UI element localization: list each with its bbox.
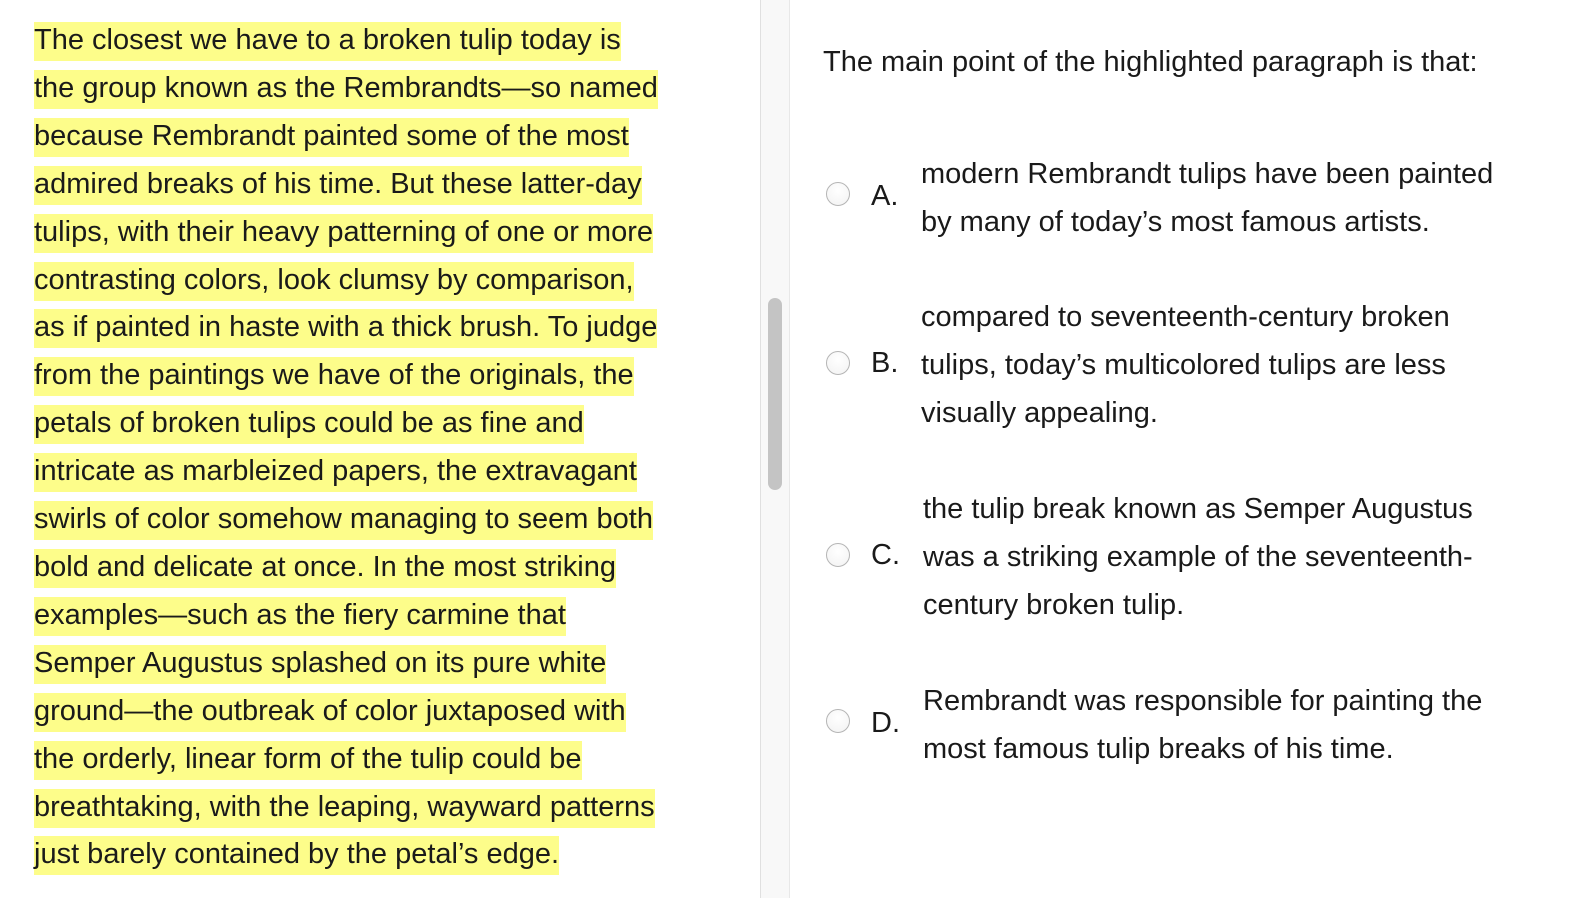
passage-line: intricate as marbleized papers, the extravagant [34,453,637,492]
option-text[interactable] [923,677,1568,773]
passage-line: admired breaks of his time. But these latter-day [34,166,642,205]
passage-line: contrasting colors, look clumsy by comparison, [34,262,634,301]
question-pane [790,0,1572,898]
option-text-line: was a striking example of the seventeenth- [923,541,1473,573]
answer-option-a[interactable] [826,150,1568,300]
radio-button-icon[interactable] [826,351,850,375]
pane-divider[interactable] [760,0,790,898]
option-text-line: visually appealing. [921,397,1158,429]
passage-line: the orderly, linear form of the tulip could be [34,741,582,780]
scrollbar-thumb[interactable] [768,298,782,490]
passage-line: tulips, with their heavy patterning of one or more [34,214,653,253]
radio-button-icon[interactable] [826,543,850,567]
answer-option-d[interactable] [826,677,1568,827]
answer-option-b[interactable] [826,293,1568,443]
passage-line: petals of broken tulips could be as fine and [34,405,584,444]
question-prompt: The main point of the highlighted paragraph is that: [823,46,1478,78]
passage-line: as if painted in haste with a thick brush. To judge [34,309,657,348]
passage-line: because Rembrandt painted some of the most [34,118,629,157]
passage-line: from the paintings we have of the originals, the [34,357,634,396]
option-text[interactable] [923,485,1568,629]
option-text-line: by many of today’s most famous artists. [921,206,1430,238]
option-text-line: most famous tulip breaks of his time. [923,733,1394,765]
passage-line: breathtaking, with the leaping, wayward patterns [34,789,655,828]
option-letter: D. [871,707,900,739]
passage-pane [0,0,760,898]
passage-line: Semper Augustus splashed on its pure white [34,645,606,684]
option-letter: A. [871,180,899,212]
option-text-line: compared to seventeenth-century broken [921,301,1450,333]
passage-line: ground—the outbreak of color juxtaposed with [34,693,626,732]
option-letter: B. [871,347,899,379]
answer-option-c[interactable] [826,485,1568,635]
option-text-line: century broken tulip. [923,589,1185,621]
option-letter: C. [871,539,900,571]
passage-line: swirls of color somehow managing to seem both [34,501,653,540]
radio-button-icon[interactable] [826,182,850,206]
option-text-line: tulips, today’s multicolored tulips are less [921,349,1446,381]
option-text[interactable] [921,293,1566,437]
option-text-line: modern Rembrandt tulips have been painted [921,158,1494,190]
option-text[interactable] [921,150,1566,246]
passage-line: The closest we have to a broken tulip today is [34,22,621,61]
passage-line: examples—such as the fiery carmine that [34,597,566,636]
radio-button-icon[interactable] [826,709,850,733]
passage-text [34,17,734,879]
passage-line: bold and delicate at once. In the most striking [34,549,616,588]
option-text-line: Rembrandt was responsible for painting the [923,685,1483,717]
passage-line: the group known as the Rembrandts—so named [34,70,658,109]
passage-line: just barely contained by the petal’s edge. [34,836,559,875]
option-text-line: the tulip break known as Semper Augustus [923,493,1473,525]
